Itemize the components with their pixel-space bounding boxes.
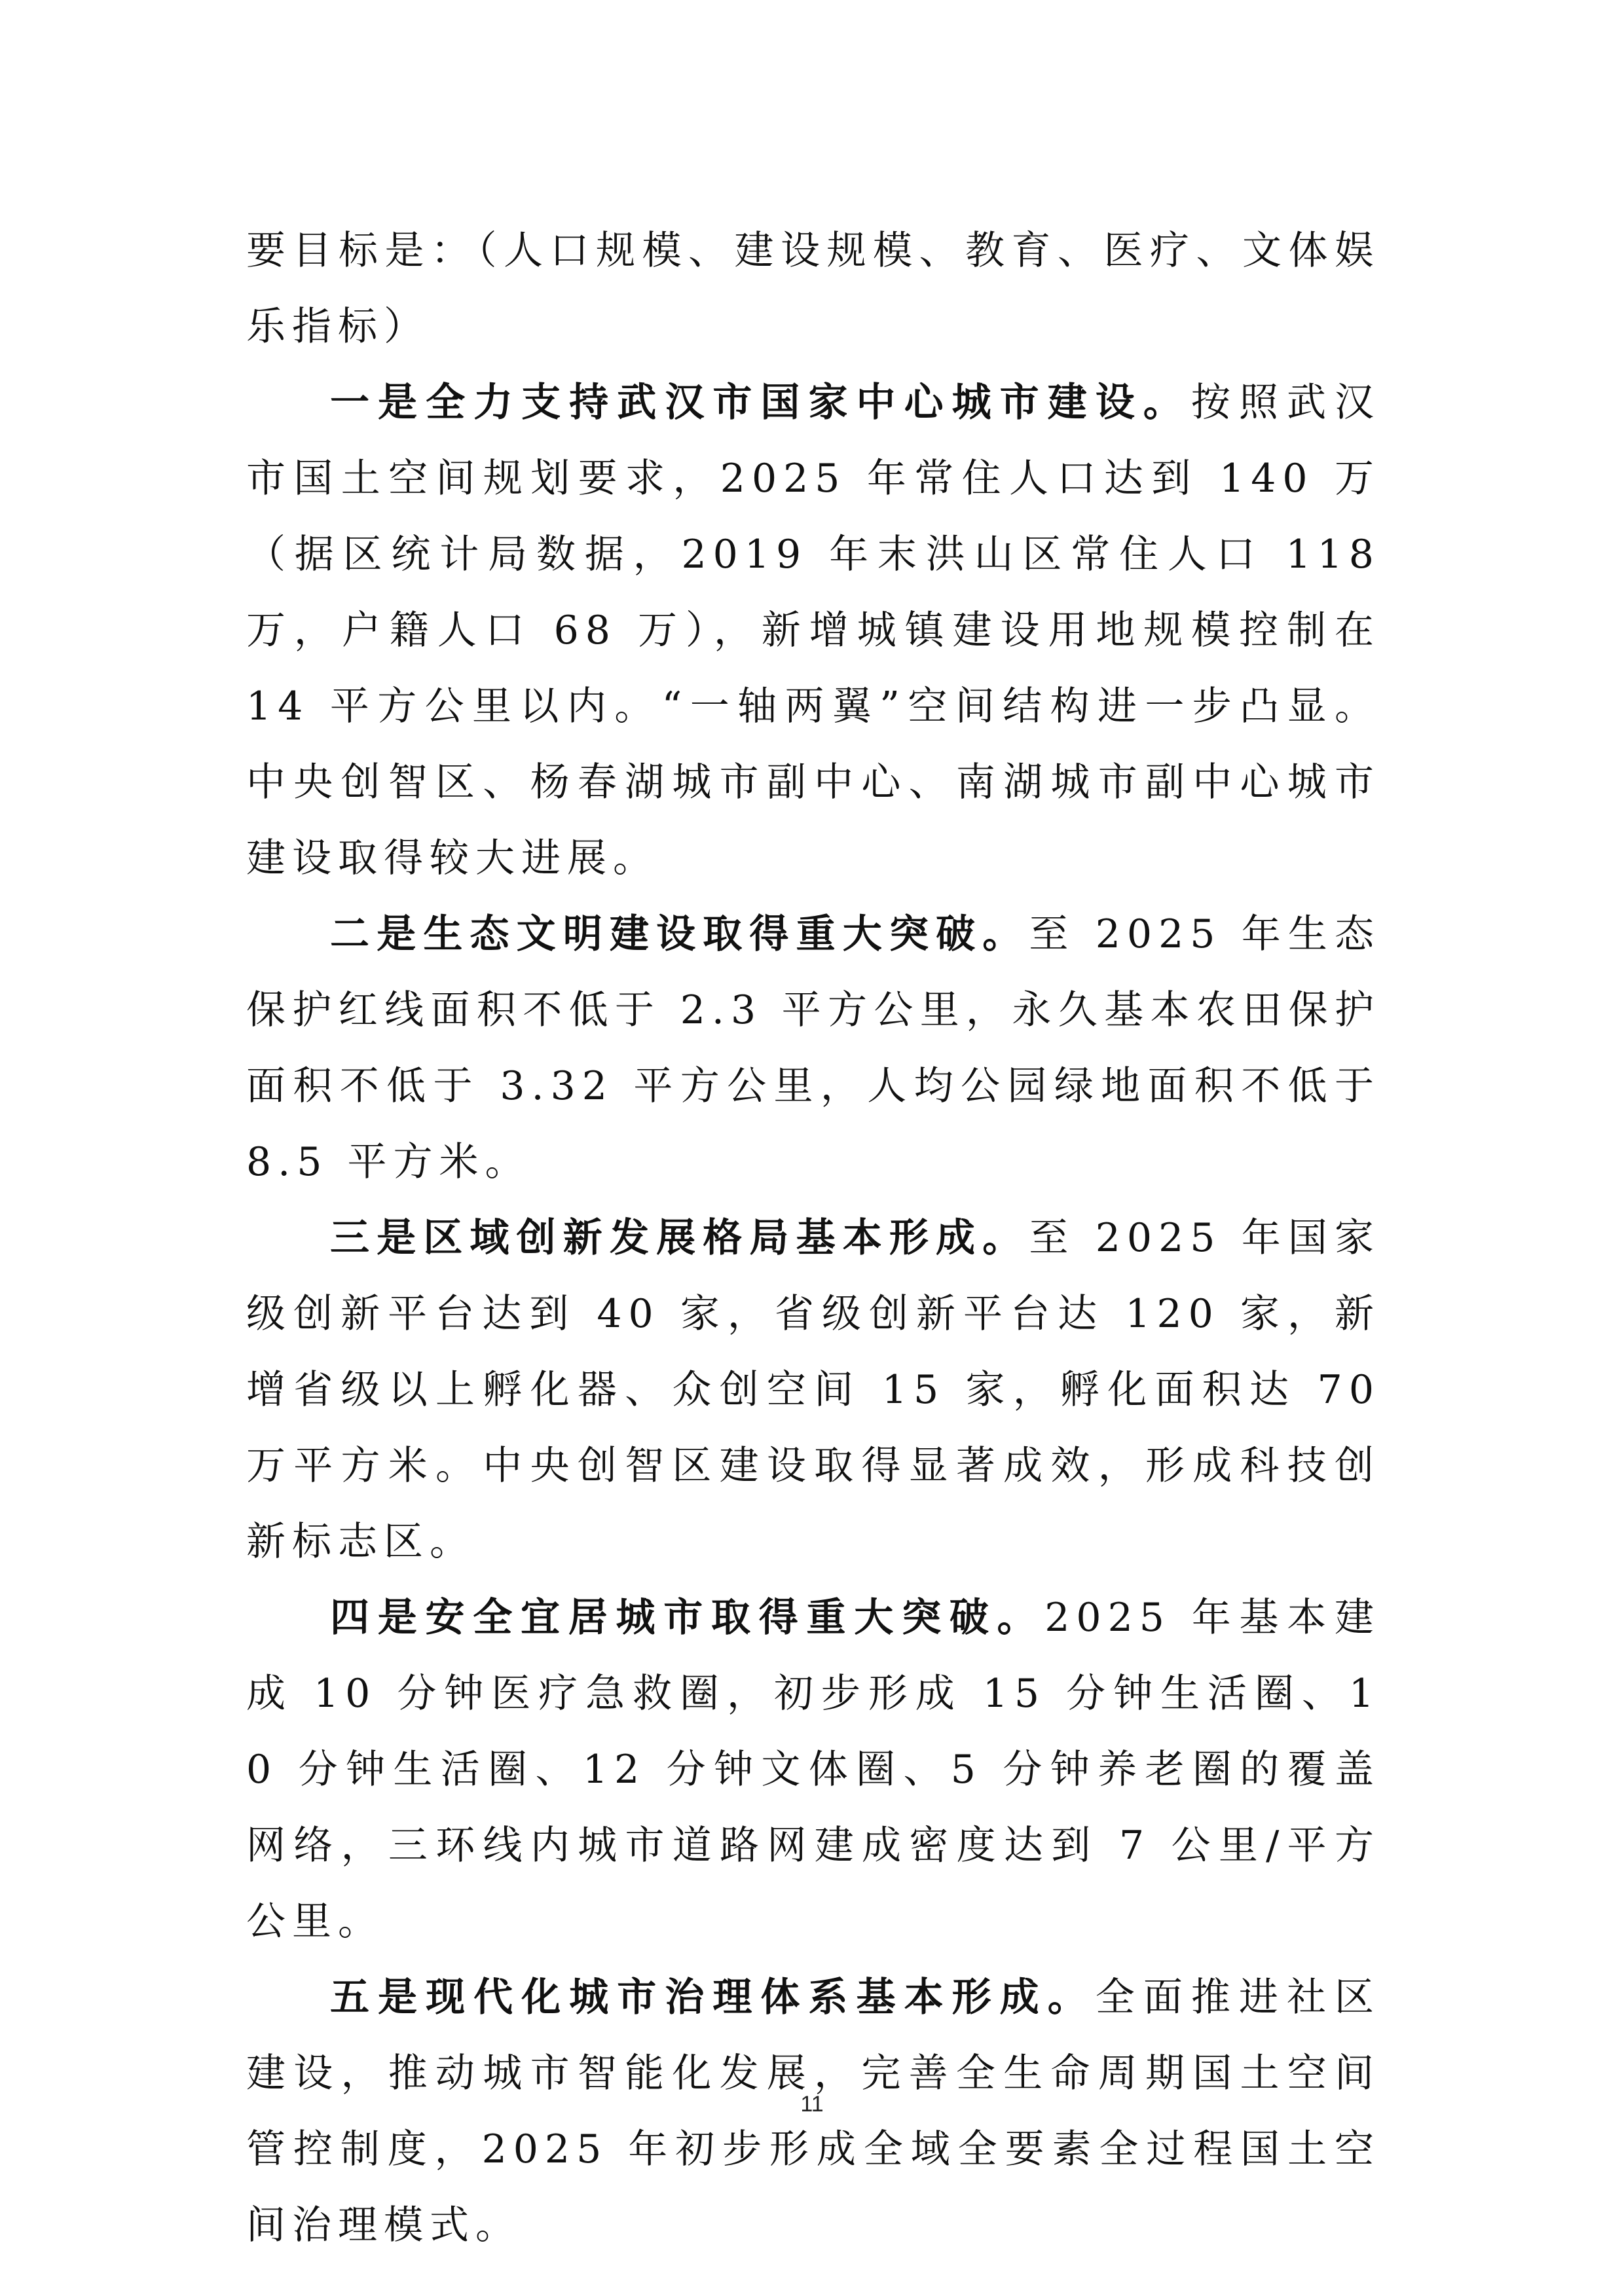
goal-text-2: 至 2025 年生态保护红线面积不低于 2.3 平方公里，永久基本农田保护面积不低于 3.32 平方公里，人均公园绿地面积不低于 8.5 平方米。 <box>246 911 1381 1185</box>
intro-paragraph: 要目标是：（人口规模、建设规模、教育、医疗、文体娱乐指标） <box>246 228 1380 350</box>
goal-heading-4: 四是安全宜居城市取得重大突破。 <box>330 1595 1045 1641</box>
goal-text-1: 按照武汉市国土空间规划要求，2025 年常住人口达到 140 万（据区统计局数据，2019 年末洪山区常住人口 118 万，户籍人口 68 万），新增城镇建设用地规模控制在 14 平方公里以内。“一轴两翼”空间结构进一步凸显。中央创智区、杨春湖城市副中心、南湖城市副中心城市建设取得较大进展。 <box>246 380 1381 881</box>
goal-paragraph-1 <box>246 365 1380 896</box>
goal-heading-5: 五是现代化城市治理体系基本形成。 <box>330 1975 1096 2020</box>
goal-heading-3: 三是区域创新发展格局基本形成。 <box>330 1215 1029 1261</box>
page-number: 11 <box>800 2092 824 2117</box>
goal-paragraph-3 <box>246 1200 1380 1580</box>
goal-heading-1: 一是全力支持武汉市国家中心城市建设。 <box>330 380 1191 426</box>
goal-paragraph-4 <box>246 1580 1380 1959</box>
goal-text-5: 全面推进社区建设，推动城市智能化发展，完善全生命周期国土空间管控制度，2025 年初步形成全域全要素全过程国土空间治理模式。 <box>246 1975 1381 2248</box>
goal-heading-2: 二是生态文明建设取得重大突破。 <box>330 911 1029 957</box>
document-body <box>246 213 1380 2263</box>
goal-text-3: 至 2025 年国家级创新平台达到 40 家，省级创新平台达 120 家，新增省级以上孵化器、众创空间 15 家，孵化面积达 70 万平方米。中央创智区建设取得显著成效，形成科技创新标志区。 <box>246 1215 1381 1565</box>
goal-paragraph-2 <box>246 896 1380 1200</box>
goal-text-4: 2025 年基本建成 10 分钟医疗急救圈，初步形成 15 分钟生活圈、10 分钟生活圈、12 分钟文体圈、5 分钟养老圈的覆盖网络，三环线内城市道路网建成密度达到 7 公里/平方公里。 <box>246 1595 1380 1944</box>
